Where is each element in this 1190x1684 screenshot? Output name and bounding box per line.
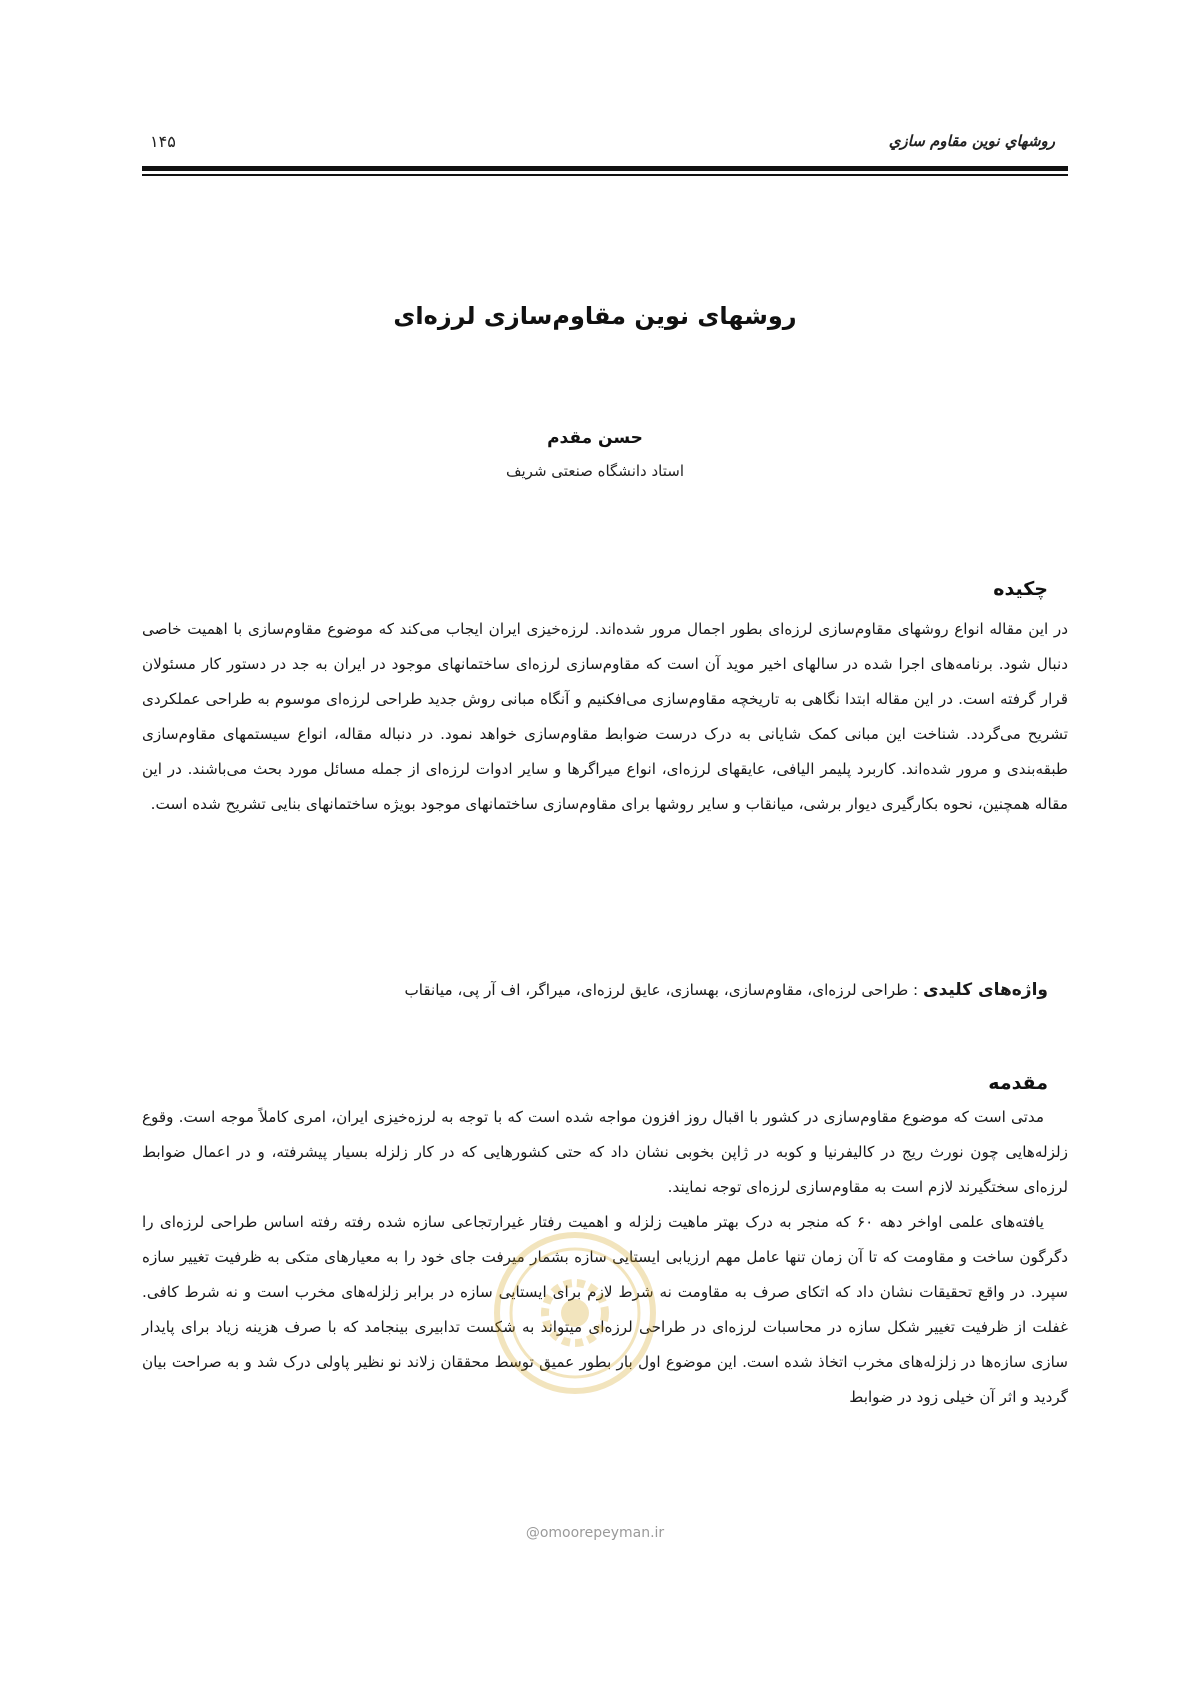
author-affiliation: استاد دانشگاه صنعتی شریف bbox=[505, 462, 684, 480]
watermark-site: @omoorepeyman.ir bbox=[525, 1525, 665, 1541]
article-title: روشهای نوین مقاوم‌سازی لرزه‌ای bbox=[393, 302, 797, 330]
keywords-label: واژه‌های کلیدی bbox=[922, 980, 1048, 1000]
intro-paragraph: مدتی است که موضوع مقاوم‌سازی در کشور با اقبال روز افزون مواجه شده است که با توجه به لرزه‌خیزی ایران، امری کاملاً موجه است. وقوع زلزله‌هایی چون نورث ریج در کالیفرنیا و کوبه در ژاپن بخوبی نشان داد که حتی کشورهایی که در کار زلزله بسیار پیشرفته، و در اعمال ضوابط لرزه‌ای سختگیرند لازم است به مقاوم‌سازی لرزه‌ای توجه نمایند. bbox=[142, 1108, 1068, 1196]
abstract-text: در این مقاله انواع روشهای مقاوم‌سازی لرزه‌ای بطور اجمال مرور شده‌اند. لرزه‌خیزی ایران ایجاب می‌کند که موضوع مقاوم‌سازی با اهمیت خاصی دنبال شود. برنامه‌های اجرا شده در سالهای اخیر موید آن است که مقاوم‌سازی لرزه‌ای ساختمانهای موجود در ایران به جد در دستور کار مسئولان قرار گرفته است. در این مقاله ابتدا نگاهی به تاریخچه مقاوم‌سازی می‌افکنیم و آنگاه مبانی روش جدید طراحی لرزه‌ای موسوم به طراحی عملکردی تشریح می‌گردد. شناخت این مبانی کمک شایانی به درک درست ضوابط مقاوم‌سازی خواهد نمود. در دنباله مقاله، انواع سیستمهای مقاوم‌سازی طبقه‌بندی و مرور شده‌اند. کاربرد پلیمر الیافی، عایقهای لرزه‌ای، انواع میراگرها و سایر ادوات لرزه‌ای از جمله مسائل مورد بحث می‌باشند. در این مقاله همچنین، نحوه بکارگیری دیوار برشی، میانقاب و سایر روشها برای مقاوم‌سازی ساختمانهای موجود بویژه ساختمانهای بنایی تشریح شده است. bbox=[142, 620, 1068, 813]
header-rule-thin bbox=[142, 174, 1068, 176]
introduction-heading: مقدمه bbox=[988, 1072, 1048, 1094]
header-rule-thick bbox=[142, 166, 1068, 171]
keywords-list: : طراحی لرزه‌ای، مقاوم‌سازی، بهسازی، عایق لرزه‌ای، میراگر، اف آر پی، میانقاب bbox=[404, 981, 919, 999]
intro-paragraph: یافته‌های علمی اواخر دهه ۶۰ که منجر به درک بهتر ماهیت زلزله و اهمیت رفتار غیرارتجاعی سازه شده رفته رفته اساس طراحی لرزه‌ای را دگرگون ساخت و مقاومت که تا آن زمان تنها عامل مهم ارزیابی ایستایی سازه بشمار میرفت جای خود را به معیارهای متکی به ظرفیت تغییر سازه سپرد. در واقع تحقیقات نشان داد که اتکای صرف به مقاومت نه شرط لازم برای ایستایی سازه در برابر زلزله‌های مخرب است و نه شرط کافی. غفلت از ظرفیت تغییر شکل سازه در محاسبات لرزه‌ای در طراحی لرزه‌ای میتواند به شکست تدابیری بینجامد که با صرف هزینه زیاد برای پایدار سازی سازه‌ها در زلزله‌های مخرب اتخاذ شده است. این موضوع اول بار بطور عمیق توسط محققان زلاند نو نظیر پاولی درک شد و به صراحت بیان گردید و اثر آن خیلی زود در ضوابط bbox=[142, 1213, 1068, 1406]
page-number: ۱۴۵ bbox=[150, 132, 176, 151]
abstract-heading: چکیده bbox=[993, 578, 1048, 600]
author-name: حسن مقدم bbox=[547, 428, 643, 448]
abstract-body bbox=[142, 612, 1068, 822]
introduction-body bbox=[142, 1100, 1068, 1415]
keywords-line bbox=[122, 980, 1048, 1000]
running-title: روشهاي نوين مقاوم سازي bbox=[888, 132, 1055, 150]
